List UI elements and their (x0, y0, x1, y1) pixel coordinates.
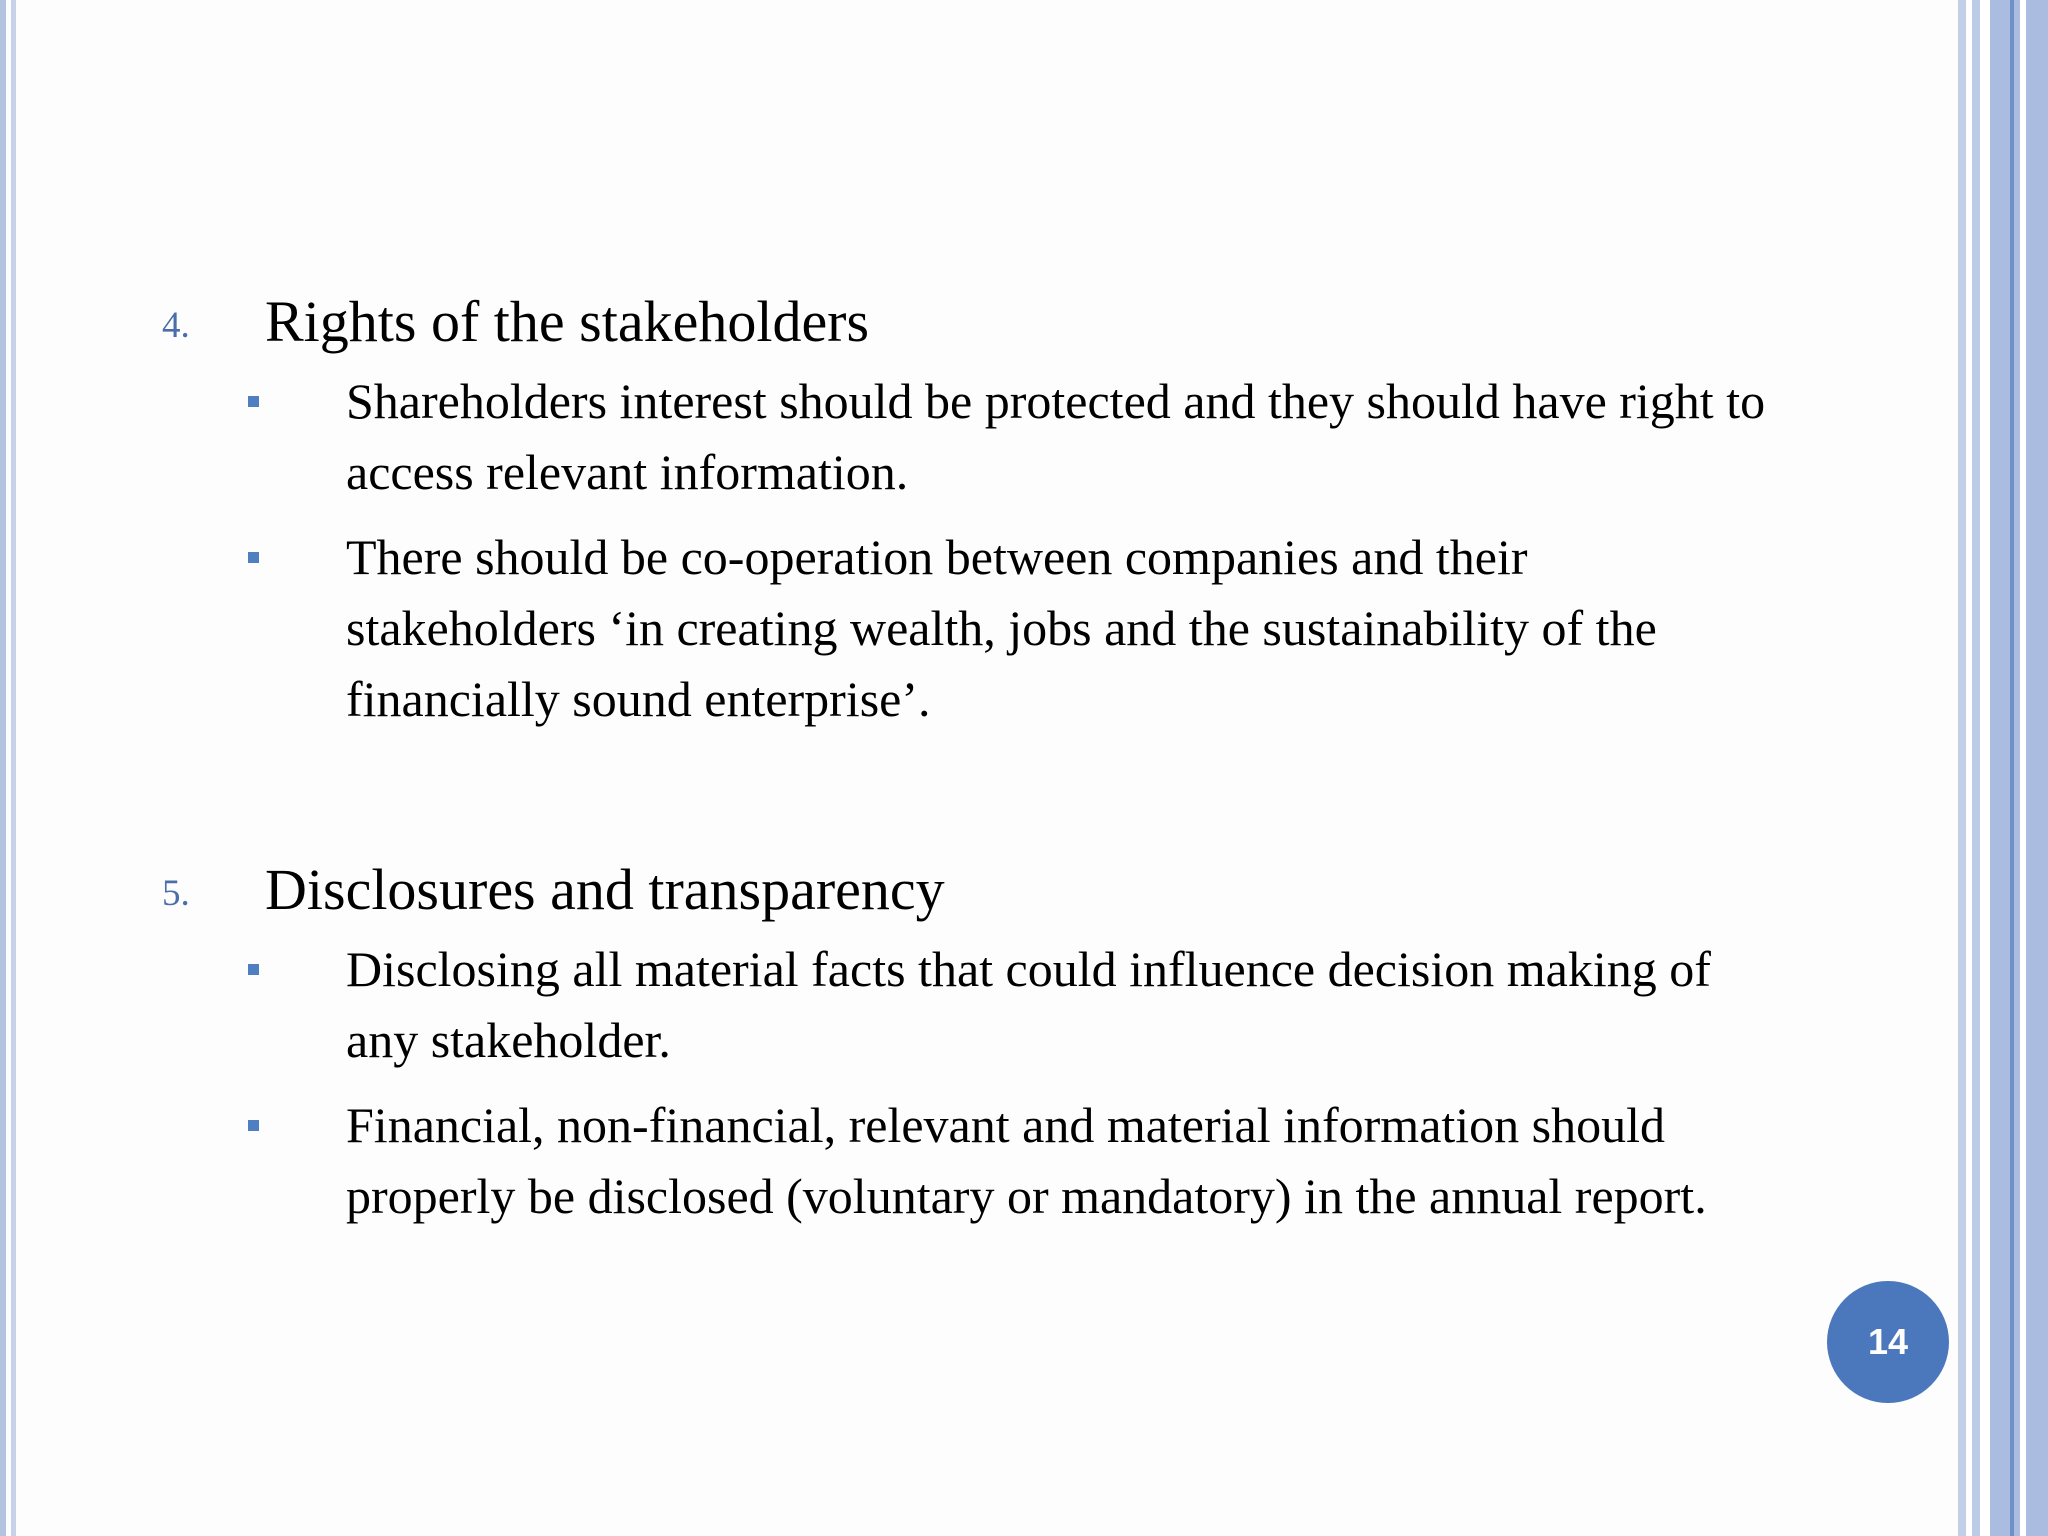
section-heading (0, 850, 1950, 930)
square-bullet-icon (248, 396, 259, 407)
square-bullet-icon (248, 552, 259, 563)
section-title: Disclosures and transparency (265, 857, 945, 922)
bullet-text: There should be co-operation between companies and their stakeholders ‘in creating wealth, jobs and the sustainability of the financially sound enterprise’. (346, 529, 1657, 727)
right-border-stripe (1972, 0, 1980, 1536)
square-bullet-icon (248, 1120, 259, 1131)
bullet-list (0, 934, 1950, 1232)
section-number: 4. (162, 305, 190, 346)
section-disclosures-and-transparency (0, 850, 1950, 1232)
section-number: 5. (162, 873, 190, 914)
bullet-item (0, 522, 1786, 735)
section-title: Rights of the stakeholders (265, 289, 870, 354)
section-rights-of-stakeholders (0, 282, 1950, 735)
bullet-item (0, 934, 1786, 1076)
right-border-stripe (1980, 0, 1990, 1536)
bullet-item (0, 1090, 1786, 1232)
page-number-badge: 14 (1827, 1281, 1949, 1403)
bullet-text: Shareholders interest should be protected and they should have right to access relevant information. (346, 373, 1766, 500)
bullet-text: Financial, non-financial, relevant and material information should properly be disclosed (voluntary or mandatory) in the annual report. (346, 1097, 1707, 1224)
right-border-stripe (1990, 0, 2010, 1536)
bullet-list (0, 366, 1950, 735)
square-bullet-icon (248, 964, 259, 975)
bullet-text: Disclosing all material facts that could influence decision making of any stakeholder. (346, 941, 1711, 1068)
right-border-stripe (2026, 0, 2048, 1536)
section-heading (0, 282, 1950, 362)
bullet-item (0, 366, 1786, 508)
right-border-stripe (1958, 0, 1966, 1536)
